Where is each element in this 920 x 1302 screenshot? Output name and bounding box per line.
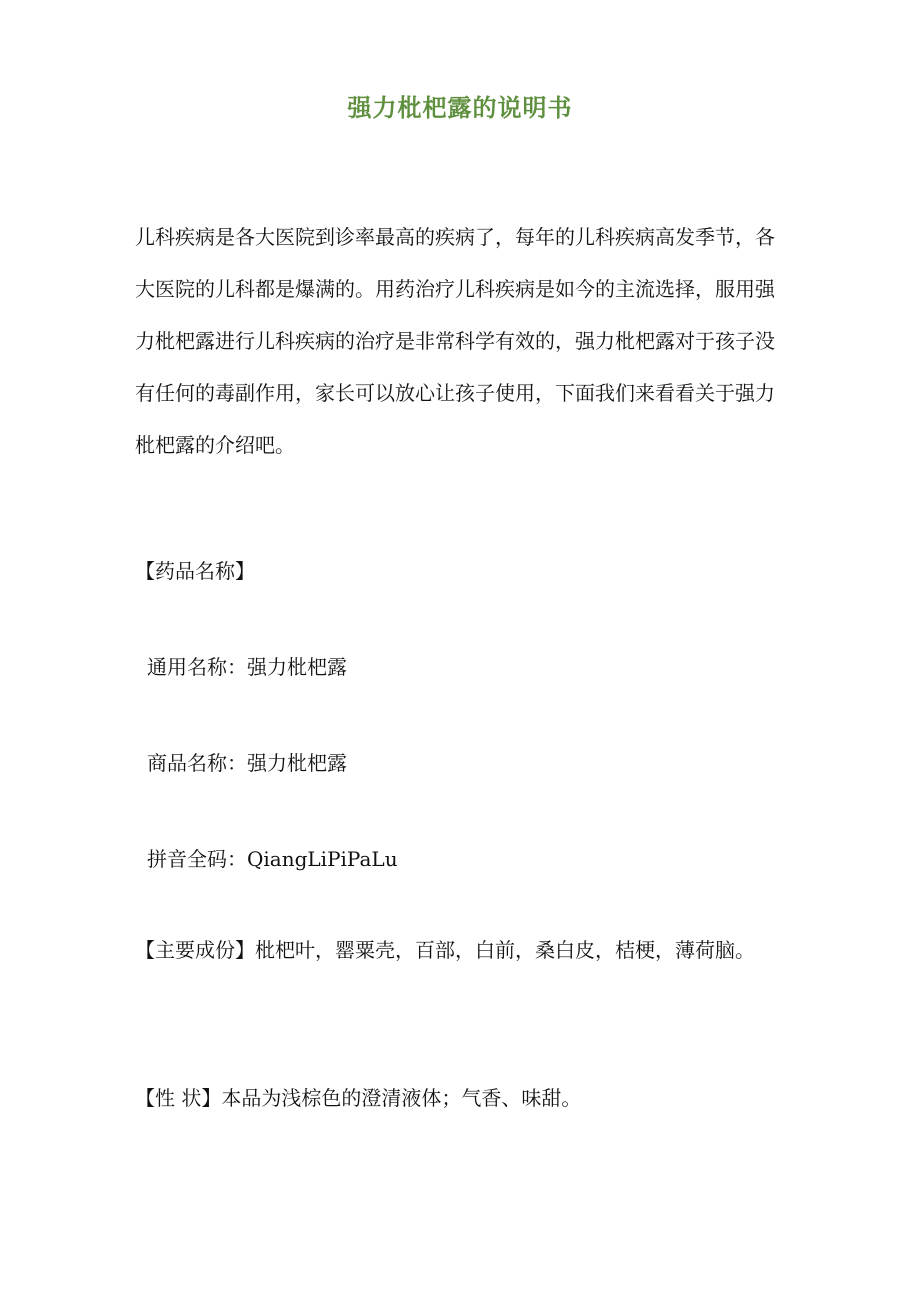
pinyin-label: 拼音全码：: [147, 847, 247, 871]
ingredients-heading: 【主要成份】: [135, 938, 255, 962]
ingredients-paragraph: [135, 926, 785, 974]
drug-name-heading: 【药品名称】: [135, 559, 255, 583]
trade-name-row: [147, 747, 797, 776]
generic-name-value: 强力枇杷露: [247, 655, 347, 679]
properties-value: 本品为浅棕色的澄清液体；气香、味甜。: [221, 1086, 582, 1110]
document-title: 强力枇杷露的说明书: [347, 93, 573, 122]
generic-name-label: 通用名称：: [147, 655, 247, 679]
pinyin-row: [147, 843, 797, 872]
properties-paragraph: [135, 1082, 785, 1111]
pinyin-value: QiangLiPiPaLu: [247, 847, 398, 871]
trade-name-value: 强力枇杷露: [247, 751, 347, 775]
trade-name-label: 商品名称：: [147, 751, 247, 775]
generic-name-row: [147, 651, 797, 680]
intro-paragraph: 儿科疾病是各大医院到诊率最高的疾病了，每年的儿科疾病高发季节，各大医院的儿科都是爆满的。用药治疗儿科疾病是如今的主流选择，服用强力枇杷露进行儿科疾病的治疗是非常科学有效的，强力枇杷露对于孩子没有任何的毒副作用，家长可以放心让孩子使用，下面我们来看看关于强力枇杷露的介绍吧。: [135, 225, 775, 457]
ingredients-value: 枇杷叶，罂粟壳，百部，白前，桑白皮，桔梗，薄荷脑。: [255, 938, 755, 962]
properties-heading: 【性 状】: [135, 1086, 222, 1110]
